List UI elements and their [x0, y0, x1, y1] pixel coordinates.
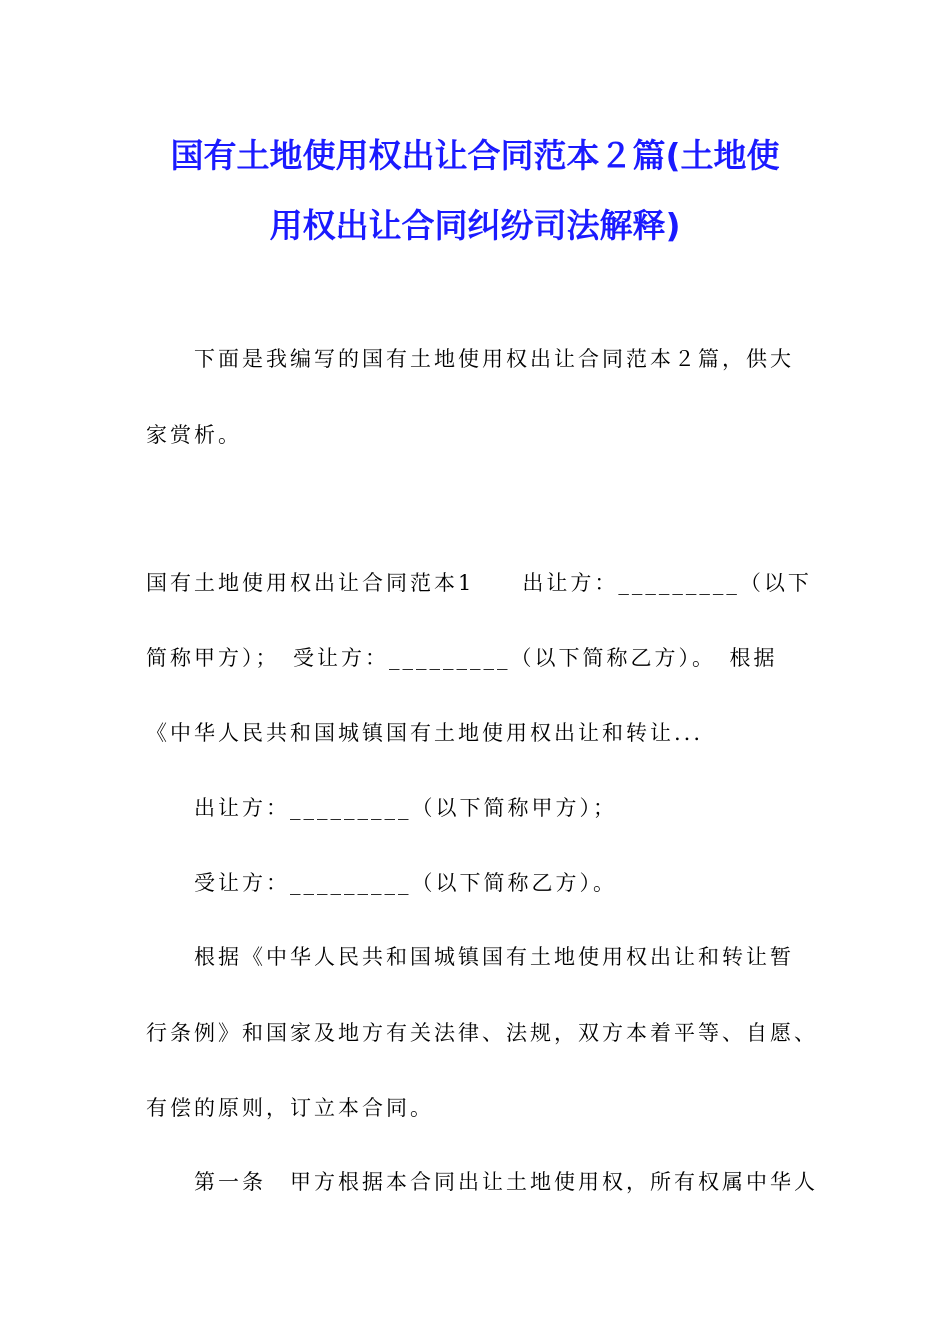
document-title-line-1: 国有土地使用权出让合同范本２篇(土地使: [170, 136, 780, 175]
basis-line-3: 有偿的原则，订立本合同。: [146, 1096, 434, 1120]
article-1-line: 第一条 甲方根据本合同出让土地使用权，所有权属中华人: [146, 1170, 818, 1194]
basis-line-1: 根据《中华人民共和国城镇国有土地使用权出让和转让暂: [146, 945, 794, 969]
transferee-line: 受让方：_________（以下简称乙方）。: [146, 871, 617, 895]
intro-line-2: 家赏析。: [146, 423, 242, 447]
summary-line-1: 国有土地使用权出让合同范本1 出让方：_________（以下: [146, 571, 812, 595]
document-title-line-2: 用权出让合同纠纷司法解释): [269, 206, 681, 245]
summary-line-3: 《中华人民共和国城镇国有土地使用权出让和转让...: [146, 721, 704, 745]
intro-line-1: 下面是我编写的国有土地使用权出让合同范本２篇，供大: [146, 347, 794, 371]
transferor-line: 出让方：_________（以下简称甲方）；: [146, 796, 617, 820]
basis-line-2: 行条例》和国家及地方有关法律、法规，双方本着平等、自愿、: [146, 1021, 818, 1045]
summary-line-2: 简称甲方）； 受让方：_________（以下简称乙方）。 根据: [146, 646, 778, 670]
